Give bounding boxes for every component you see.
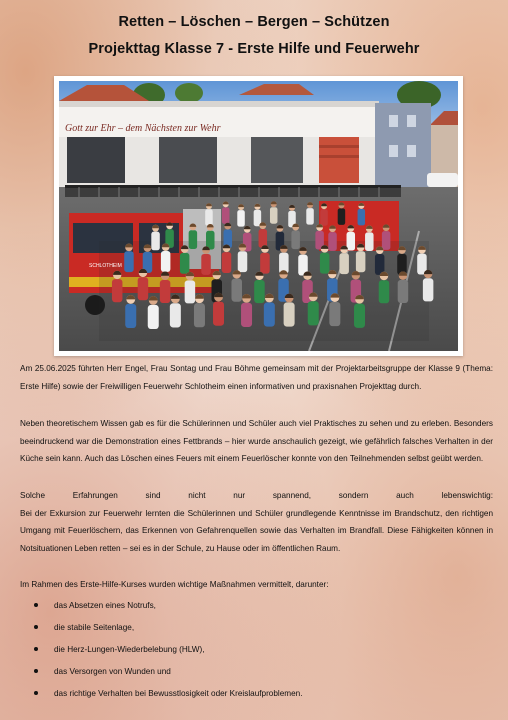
person-body xyxy=(356,251,366,272)
person-body xyxy=(238,251,248,272)
bullet-icon xyxy=(34,603,38,607)
person-body xyxy=(124,251,134,272)
paragraph-intro xyxy=(20,360,493,395)
person-body xyxy=(125,304,136,328)
truck-label: SCHLOTHEIM xyxy=(89,263,122,269)
person-body xyxy=(423,278,434,301)
bullet-icon xyxy=(34,625,38,629)
person-body xyxy=(347,232,356,251)
list-item-text: die Herz-Lungen-Wiederbelebung (HLW), xyxy=(54,645,205,654)
person-body xyxy=(189,230,198,249)
person-body xyxy=(138,277,149,300)
person-body xyxy=(237,210,245,227)
person-body xyxy=(338,208,346,225)
person-body xyxy=(201,254,211,275)
person-body xyxy=(194,303,205,327)
list-item xyxy=(20,685,303,707)
person-body xyxy=(270,207,278,224)
measures-list xyxy=(20,597,303,707)
person-body xyxy=(365,232,374,251)
paragraph-practice-text: Neben theoretischem Wissen gab es für die Schülerinnen und Schüler auch viel Praktisches zu sehen und zu erleben. Besonders beeindruckend war die Demonstration eines Fettbrands – hier wurde anschaulich gezeigt, wie gefährlich falsches Verhalten in der Küche sein kann. Auch das Löschen eines Feuers mit einem Feuerlöscher konnte von den Teilnehmenden selbst geübt werden. xyxy=(20,419,493,463)
person-body xyxy=(354,304,365,328)
person-body xyxy=(222,207,230,224)
page-title: Retten – Löschen – Bergen – Schützen xyxy=(118,14,390,30)
person-body xyxy=(160,280,171,303)
person-body xyxy=(320,209,328,226)
person-body xyxy=(260,253,270,274)
person-body xyxy=(151,232,160,251)
person-body xyxy=(185,280,196,303)
person-body xyxy=(180,253,190,274)
person-body xyxy=(398,280,409,303)
bullet-icon xyxy=(34,691,38,695)
person-body xyxy=(291,230,300,249)
list-item-text: das Versorgen von Wunden und xyxy=(54,667,171,676)
person-body xyxy=(306,208,314,225)
person-body xyxy=(205,209,213,226)
person-body xyxy=(382,231,391,250)
person-body xyxy=(339,253,349,274)
building-sign: Gott zur Ehr – dem Nächsten zur Wehr xyxy=(65,123,221,134)
person-body xyxy=(170,303,181,327)
page-subtitle: Projekttag Klasse 7 - Erste Hilfe und Feuerwehr xyxy=(88,41,420,57)
person-body xyxy=(213,302,224,326)
paragraph-practice xyxy=(20,415,493,468)
person-body xyxy=(264,302,275,326)
paragraph-experience-text: Bei der Exkursion zur Feuerwehr lernten die Schülerinnen und Schüler grundlegende Kenntnisse im Brandschutz, den richtigen Umgang mit Feuerlöschern, das Erkennen von Gefahrenquellen sowie das Verhalten im Brandfall. Diese Fähigkeiten können in Notsituationen Leben retten – sei es in der Schule, zu Hause oder im öffentlichen Raum. xyxy=(20,508,493,553)
list-item-text: das richtige Verhalten bei Bewusstlosigkeit oder Kreislaufproblemen. xyxy=(54,689,303,698)
list-item xyxy=(20,663,303,685)
person-body xyxy=(358,209,366,226)
photo-illustration xyxy=(59,81,458,351)
person-body xyxy=(308,301,319,325)
person-body xyxy=(259,229,268,248)
person-body xyxy=(375,254,385,275)
person-body xyxy=(379,280,390,303)
paragraph-first-aid-text: Im Rahmen des Erste-Hilfe-Kurses wurden wichtige Maßnahmen vermittelt, darunter: xyxy=(20,580,329,589)
person-body xyxy=(148,305,159,329)
list-item-text: die stabile Seitenlage, xyxy=(54,623,135,632)
bullet-icon xyxy=(34,669,38,673)
person-body xyxy=(241,303,252,327)
person-body xyxy=(222,252,232,273)
person-body xyxy=(329,302,340,326)
bullet-icon xyxy=(34,647,38,651)
paragraph-experience xyxy=(20,487,493,557)
paragraph-intro-text: Am 25.06.2025 führten Herr Engel, Frau Sontag und Frau Böhme gemeinsam mit der Projektarbeitsgruppe der Klasse 9 (Thema: Erste Hilfe) sowie der Freiwilligen Feuerwehr Schlotheim einen informativen und praxisnahen Projekttag durch. xyxy=(20,364,493,391)
group-photo-frame xyxy=(54,76,463,356)
list-item xyxy=(20,641,303,663)
person-body xyxy=(320,253,330,274)
person-body xyxy=(284,302,295,326)
paragraph-first-aid xyxy=(20,576,493,594)
person-body xyxy=(161,251,171,272)
paragraph-experience-lead: Solche Erfahrungen sind nicht nur spannend, sondern auch lebenswichtig: xyxy=(20,491,493,500)
list-item-text: das Absetzen eines Notrufs, xyxy=(54,601,156,610)
person-body xyxy=(254,280,264,303)
person-body xyxy=(231,279,242,302)
person-body xyxy=(112,279,123,302)
person-body xyxy=(328,232,337,251)
group-photo xyxy=(59,81,458,351)
list-item xyxy=(20,597,303,619)
list-item xyxy=(20,619,303,641)
